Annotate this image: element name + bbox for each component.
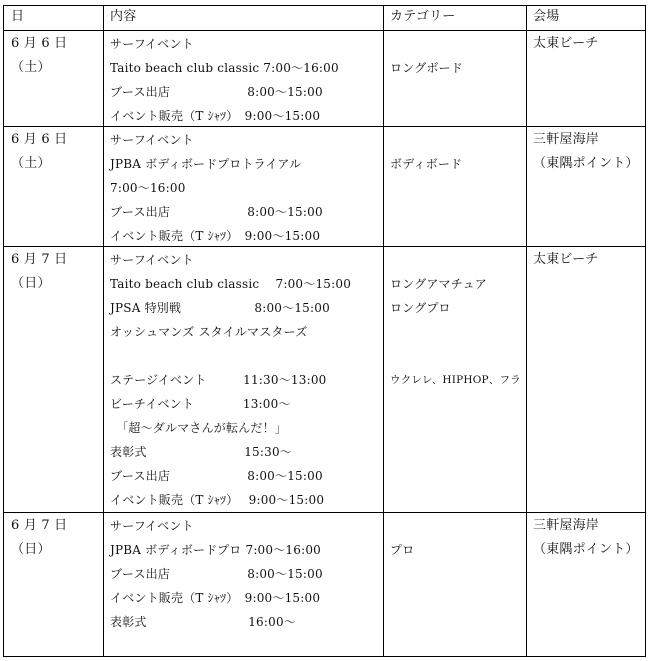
category-line: ロングアマチュア xyxy=(390,277,488,291)
content-line: ビーチイベント 13:00〜 xyxy=(110,397,291,411)
content-line: ブース出店 8:00〜15:00 xyxy=(110,567,323,581)
content-line: イベント販売（T ｼｬﾂ） 9:00〜15:00 xyxy=(110,493,325,507)
column-divider xyxy=(383,6,384,656)
content-line: Taito beach club classic 7:00〜15:00 xyxy=(110,277,352,291)
row-weekday: （日） xyxy=(11,276,51,291)
content-line: JPSA 特別戦 8:00〜15:00 xyxy=(110,301,330,315)
content-line: ステージイベント 11:30〜13:00 xyxy=(110,373,327,387)
content-line: イベント販売（T ｼｬﾂ） 9:00〜15:00 xyxy=(110,591,321,605)
row-weekday: （日） xyxy=(11,542,51,557)
venue-line: 三軒屋海岸 xyxy=(533,132,600,147)
venue-line: （東隅ポイント） xyxy=(533,156,639,171)
content-line: Taito beach club classic 7:00〜16:00 xyxy=(110,61,339,75)
event-schedule-table xyxy=(3,5,646,657)
content-line: ブース出店 8:00〜15:00 xyxy=(110,205,323,219)
content-line: イベント販売（T ｼｬﾂ） 9:00〜15:00 xyxy=(110,229,321,243)
row-date: 6 月 7 日 xyxy=(11,518,68,533)
content-line: イベント販売（T ｼｬﾂ） 9:00〜15:00 xyxy=(110,109,321,123)
row-divider xyxy=(4,30,645,31)
content-line: サーフイベント xyxy=(110,519,194,533)
content-line: サーフイベント xyxy=(110,253,194,267)
column-divider xyxy=(103,6,104,656)
row-divider xyxy=(4,126,645,127)
venue-line: 太東ビーチ xyxy=(533,36,599,51)
content-line: JPBA ボディボードプロトライアル xyxy=(110,157,302,171)
content-line: サーフイベント xyxy=(110,37,194,51)
category-line: ロングプロ xyxy=(390,301,451,315)
header-category: カテゴリー xyxy=(390,9,456,24)
content-line: ブース出店 8:00〜15:00 xyxy=(110,469,323,483)
content-line: 7:00〜16:00 xyxy=(110,181,186,195)
row-divider xyxy=(4,246,645,247)
header-content: 内容 xyxy=(110,9,137,24)
content-line: JPBA ボディボードプロ 7:00〜16:00 xyxy=(110,543,322,557)
venue-line: （東隅ポイント） xyxy=(533,542,639,557)
content-line: 表彰式 16:00〜 xyxy=(110,615,296,629)
category-line: ボディボード xyxy=(390,157,463,171)
content-line: 「超〜ダルマさんが転んだ！」 xyxy=(110,421,288,435)
header-date: 日 xyxy=(11,9,25,24)
content-line: オッシュマンズ スタイルマスターズ xyxy=(110,325,308,339)
content-line: サーフイベント xyxy=(110,133,194,147)
content-line: 表彰式 15:30〜 xyxy=(110,445,292,459)
column-divider xyxy=(526,6,527,656)
category-line: ウクレレ、HIPHOP、フラ xyxy=(390,374,521,386)
row-weekday: （土） xyxy=(11,60,51,75)
venue-line: 太東ビーチ xyxy=(533,252,599,267)
row-divider xyxy=(4,512,645,513)
row-date: 6 月 6 日 xyxy=(11,36,68,51)
venue-line: 三軒屋海岸 xyxy=(533,518,600,533)
category-line: プロ xyxy=(390,543,415,557)
category-line: ロングボード xyxy=(390,61,463,75)
content-line: ブース出店 8:00〜15:00 xyxy=(110,85,323,99)
row-date: 6 月 6 日 xyxy=(11,132,68,147)
row-weekday: （土） xyxy=(11,156,51,171)
header-venue: 会場 xyxy=(533,9,560,24)
row-date: 6 月 7 日 xyxy=(11,252,68,267)
